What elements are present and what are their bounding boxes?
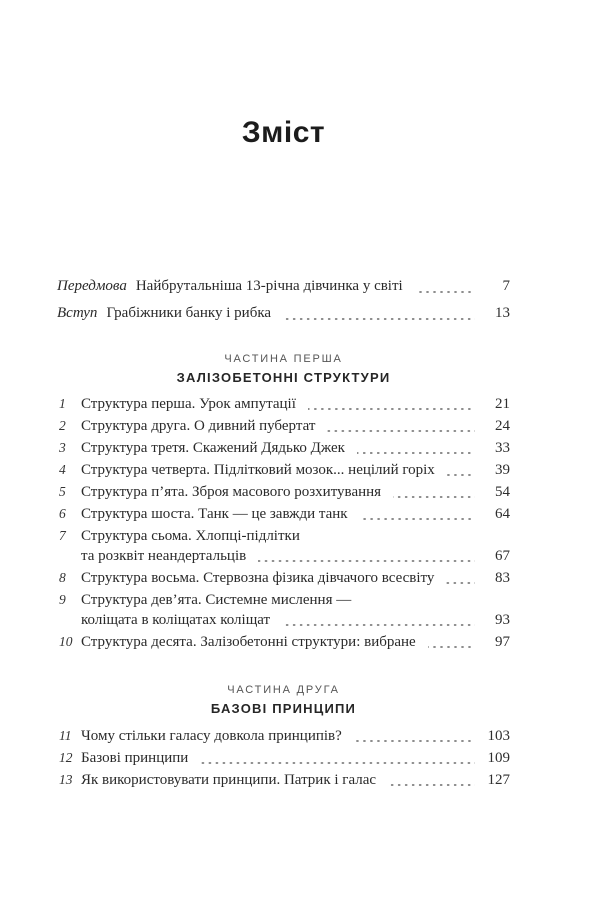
- chapter-title: Чому стільки галасу довкола принципів?: [81, 728, 342, 744]
- chapter-title: Базові принципи: [81, 750, 189, 766]
- toc-entry: [57, 394, 510, 414]
- dot-leader: [415, 291, 475, 293]
- chapter-number: 6: [59, 506, 66, 521]
- dot-leader: [283, 318, 475, 320]
- chapter-title: Структура перша. Урок ампутації: [81, 396, 296, 412]
- chapter-number: 13: [59, 772, 73, 787]
- page-number: 54: [495, 484, 510, 500]
- dot-leader: [282, 624, 475, 626]
- page-title: Зміст: [241, 116, 326, 149]
- toc-entry: [57, 438, 510, 458]
- dot-leader: [327, 430, 475, 432]
- dot-leader: [393, 496, 475, 498]
- dot-leader: [360, 518, 475, 520]
- chapter-number: 7: [59, 528, 66, 543]
- part-header: [57, 351, 510, 389]
- page-number: 103: [487, 728, 510, 744]
- chapter-number: 3: [59, 440, 66, 455]
- page-number: 97: [495, 634, 510, 650]
- chapter-title: Як використовувати принципи. Патрик і галас: [81, 772, 377, 788]
- page-number: 21: [495, 396, 510, 412]
- page-number: 33: [495, 440, 510, 456]
- front-matter-label: Передмова: [57, 278, 127, 294]
- chapter-number: 10: [59, 634, 73, 649]
- toc-entry: [57, 273, 510, 300]
- chapter-title-line2: та розквіт неандертальців: [81, 548, 247, 564]
- front-matter-section: [57, 273, 510, 327]
- dot-leader: [428, 646, 475, 648]
- toc-entry: [57, 748, 510, 768]
- chapter-title-line1: Структура сьома. Хлопці-підлітки: [81, 528, 300, 544]
- dot-leader: [447, 474, 475, 476]
- chapter-number: 2: [59, 418, 66, 433]
- toc-entry: [57, 416, 510, 436]
- chapter-title: Структура шоста. Танк — це завжди танк: [81, 506, 348, 522]
- part-title: ЗАЛІЗОБЕТОННІ СТРУКТУРИ: [176, 370, 391, 385]
- part-title: БАЗОВІ ПРИНЦИПИ: [210, 701, 357, 716]
- front-matter-title: Найбрутальніша 13-річна дівчинка у світі: [135, 278, 403, 294]
- dot-leader: [357, 452, 475, 454]
- part-label: ЧАСТИНА ДРУГА: [227, 684, 340, 696]
- chapter-number: 4: [59, 462, 66, 477]
- page-number: 83: [495, 570, 510, 586]
- toc-entry: [57, 632, 510, 652]
- chapter-number: 12: [59, 750, 73, 765]
- dot-leader: [258, 560, 475, 562]
- chapter-number: 8: [59, 570, 66, 585]
- page-number: 7: [502, 278, 510, 294]
- toc-entry: [57, 504, 510, 524]
- toc-entry: [57, 770, 510, 790]
- page-number: 39: [495, 462, 510, 478]
- chapter-number: 5: [59, 484, 66, 499]
- page-number: 24: [495, 418, 510, 434]
- page-number: 127: [487, 772, 510, 788]
- dot-leader: [200, 762, 475, 764]
- toc-entry: [57, 482, 510, 502]
- chapter-number: 11: [59, 728, 72, 743]
- page-number: 93: [495, 612, 510, 628]
- chapter-title: Структура восьма. Стервозна фізика дівчачого всесвіту: [81, 570, 435, 586]
- part-header: [57, 682, 510, 720]
- chapter-title-line1: Структура дев’ята. Системне мислення —: [81, 592, 352, 608]
- chapter-title: Структура десята. Залізобетонні структури: вибране: [81, 634, 416, 650]
- dot-leader: [388, 784, 475, 786]
- dot-leader: [354, 740, 475, 742]
- page-number: 109: [487, 750, 510, 766]
- chapter-title-line2: коліщата в коліщатах коліщат: [81, 612, 271, 628]
- toc-entry: [57, 460, 510, 480]
- chapter-title: Структура друга. О дивний пубертат: [81, 418, 316, 434]
- toc-entry: [57, 568, 510, 588]
- page-number: 64: [495, 506, 510, 522]
- chapter-number: 1: [59, 396, 66, 411]
- chapter-title: Структура четверта. Підлітковий мозок... нецілий горіх: [81, 462, 435, 478]
- front-matter-label: Вступ: [57, 305, 98, 321]
- toc-page: [57, 0, 510, 790]
- toc-entry: [57, 590, 510, 630]
- toc-entry: [57, 726, 510, 746]
- toc-entry: [57, 300, 510, 327]
- chapter-title: Структура третя. Скажений Дядько Джек: [81, 440, 345, 456]
- page-number: 13: [495, 305, 510, 321]
- chapter-title: Структура п’ята. Зброя масового розхитування: [81, 484, 382, 500]
- toc-entry: [57, 526, 510, 566]
- dot-leader: [446, 582, 475, 584]
- front-matter-title: Грабіжники банку і рибка: [106, 305, 272, 321]
- part-label: ЧАСТИНА ПЕРША: [224, 353, 343, 365]
- page-number: 67: [495, 548, 510, 564]
- chapter-number: 9: [59, 592, 66, 607]
- dot-leader: [308, 408, 475, 410]
- chapter-list: [57, 726, 510, 790]
- chapter-list: [57, 394, 510, 652]
